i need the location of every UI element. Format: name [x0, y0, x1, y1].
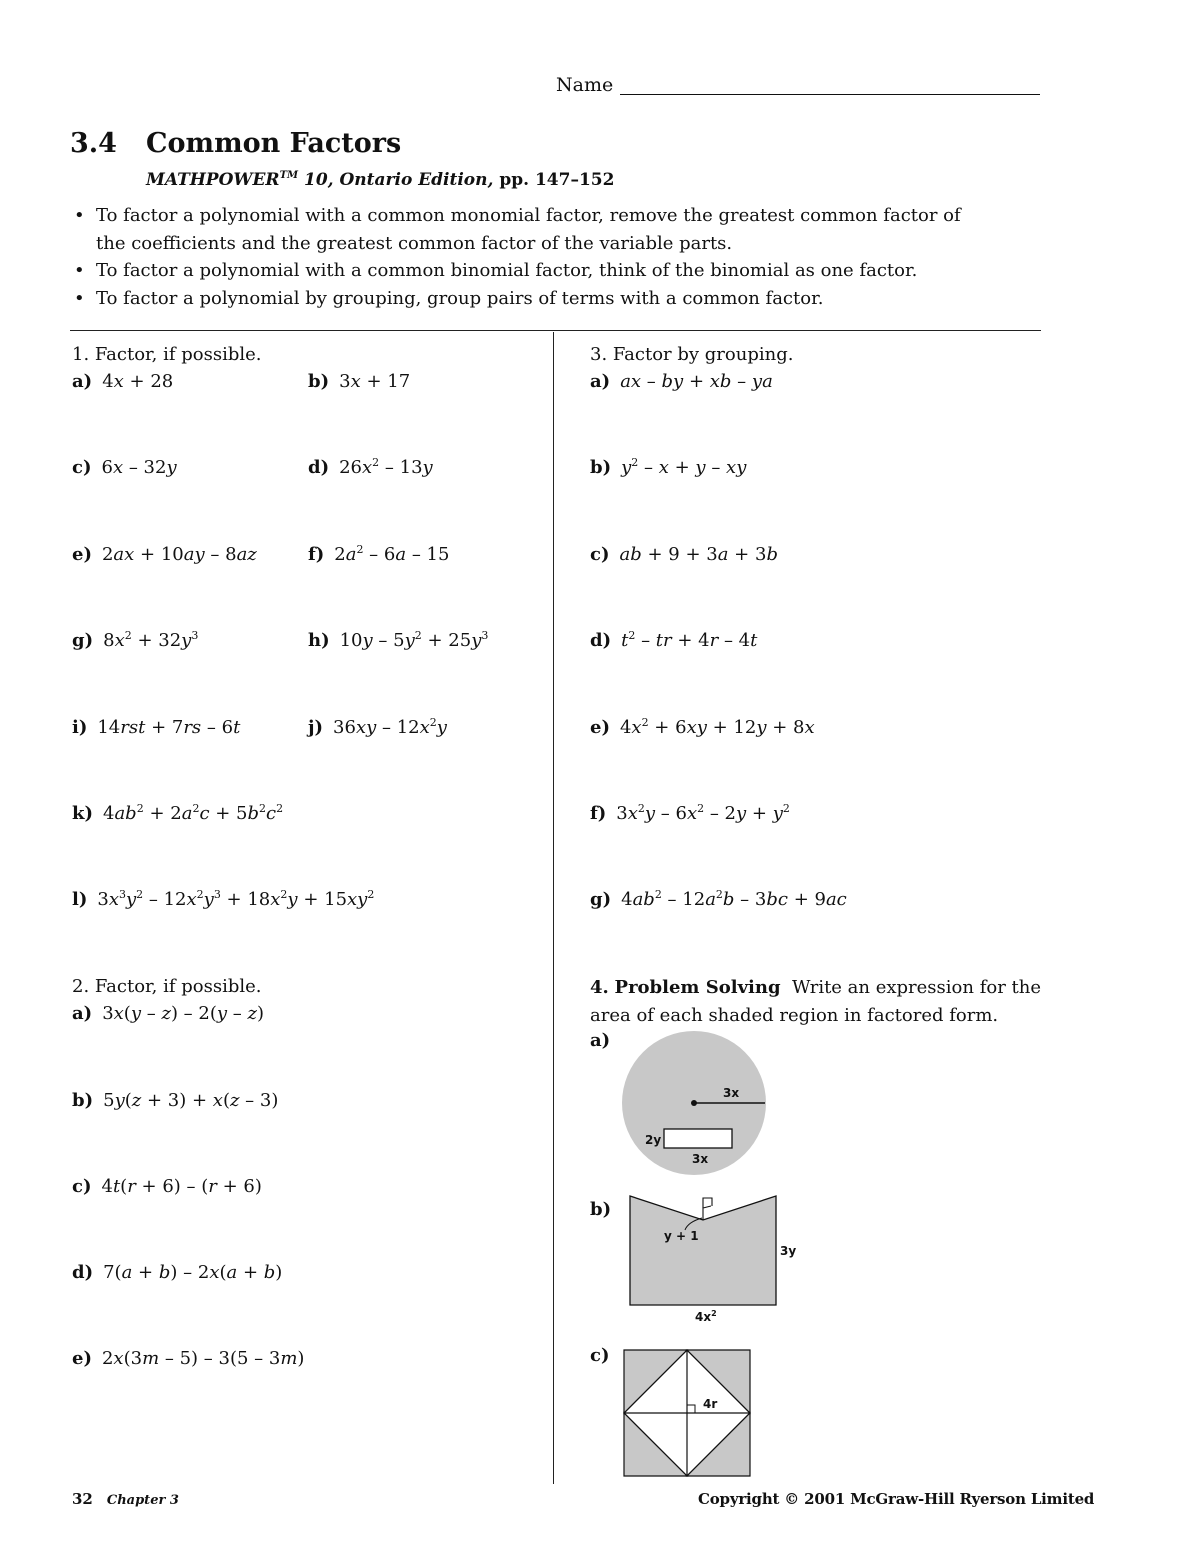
question-3c: c) ab + 9 + 3a + 3b: [590, 544, 778, 565]
bullet-item: • To factor a polynomial by grouping, group pairs of terms with a common factor.: [72, 285, 972, 313]
question-2c: c) 4t(r + 6) – (r + 6): [72, 1176, 262, 1197]
question-1a: a) 4x + 28: [72, 371, 174, 392]
rect-height-label: 2y: [645, 1133, 662, 1147]
divider-horizontal: [70, 330, 1041, 331]
question-1e: e) 2ax + 10ay – 8az: [72, 544, 257, 565]
name-field[interactable]: [620, 94, 1040, 95]
question-3e: e) $4x^2 + 6xy + 12y + 8x$: [590, 716, 815, 738]
question-2-heading: 2. Factor, if possible.: [72, 976, 262, 997]
question-2a: a) 3x(y – z) – 2(y – z): [72, 1003, 265, 1024]
question-3f: f) $3x^2y - 6x^2 - 2y + y^2$: [590, 802, 790, 824]
name-label: Name: [556, 74, 614, 96]
section-number: 3.4: [70, 128, 117, 159]
question-3-heading: 3. Factor by grouping.: [590, 344, 794, 365]
figure-b: [620, 1190, 820, 1330]
question-1l: l) $3x^3y^2 - 12x^2y^3 + 18x^2y + 15xy^2$: [72, 888, 375, 910]
question-2d: d) 7(a + b) – 2x(a + b): [72, 1262, 283, 1283]
chapter-label: Chapter 3: [106, 1493, 179, 1508]
figure-c-label: c): [590, 1345, 610, 1366]
question-1c: c) 6x – 32y: [72, 457, 177, 478]
width-label: $4x^2$: [695, 1309, 717, 1324]
copyright: Copyright © 2001 McGraw-Hill Ryerson Limited: [698, 1490, 1095, 1508]
radius-label: 3x: [723, 1086, 740, 1100]
figure-a-label: a): [590, 1030, 611, 1051]
height-label: 3y: [780, 1244, 797, 1258]
divider-vertical: [553, 332, 554, 1484]
page-number: 32: [72, 1490, 93, 1508]
question-4-prompt: 4. Problem Solving Write an expression for the area of each shaded region in factored form.: [590, 977, 1041, 1026]
question-3a: a) ax – by + xb – ya: [590, 371, 773, 392]
textbook-reference: MATHPOWER™ 10, Ontario Edition, pp. 147–152: [146, 170, 615, 190]
question-2b: b) 5y(z + 3) + x(z – 3): [72, 1090, 279, 1111]
question-3b: b) $y^2 - x + y$ – xy: [590, 456, 747, 478]
question-1j: j) $36xy - 12x^2y$: [308, 716, 447, 738]
question-2e: e) 2x(3m – 5) – 3(5 – 3m): [72, 1348, 305, 1369]
key-points: [72, 202, 972, 312]
question-1g: g) $8x^2 + 32y^3$: [72, 629, 199, 651]
rect-width-label: 3x: [692, 1152, 709, 1166]
unshaded-rectangle: [664, 1129, 732, 1148]
question-1h: h) $10y - 5y^2 + 25y^3$: [308, 629, 489, 651]
question-1f: f) $2a^2 - 6a - 15$: [308, 543, 450, 565]
question-1k: k) $4ab^2 + 2a^2c + 5b^2c^2$: [72, 802, 284, 824]
notch-label: y + 1: [664, 1229, 699, 1243]
question-1d: d) $26x^2 - 13y$: [308, 456, 433, 478]
question-3d: d) $t^2$ – tr + 4r – 4t: [590, 629, 758, 651]
question-1i: i) 14rst + 7rs – 6t: [72, 717, 241, 738]
figure-b-label: b): [590, 1199, 612, 1220]
bullet-item: • To factor a polynomial with a common monomial factor, remove the greatest common factor of the coefficients and the greatest common factor of the variable parts.: [72, 202, 972, 257]
figure-c: [615, 1345, 765, 1480]
page-title: Common Factors: [146, 128, 402, 159]
question-1b: b) 3x + 17: [308, 371, 411, 392]
question-1-heading: 1. Factor, if possible.: [72, 344, 262, 365]
question-3g: g) $4ab^2 - 12a^2b - 3bc + 9ac$: [590, 888, 847, 910]
bullet-item: • To factor a polynomial with a common binomial factor, think of the binomial as one factor.: [72, 257, 972, 285]
segment-label: 4r: [703, 1397, 718, 1411]
page-footer-left: [72, 1490, 179, 1508]
figure-a: [600, 1028, 800, 1188]
